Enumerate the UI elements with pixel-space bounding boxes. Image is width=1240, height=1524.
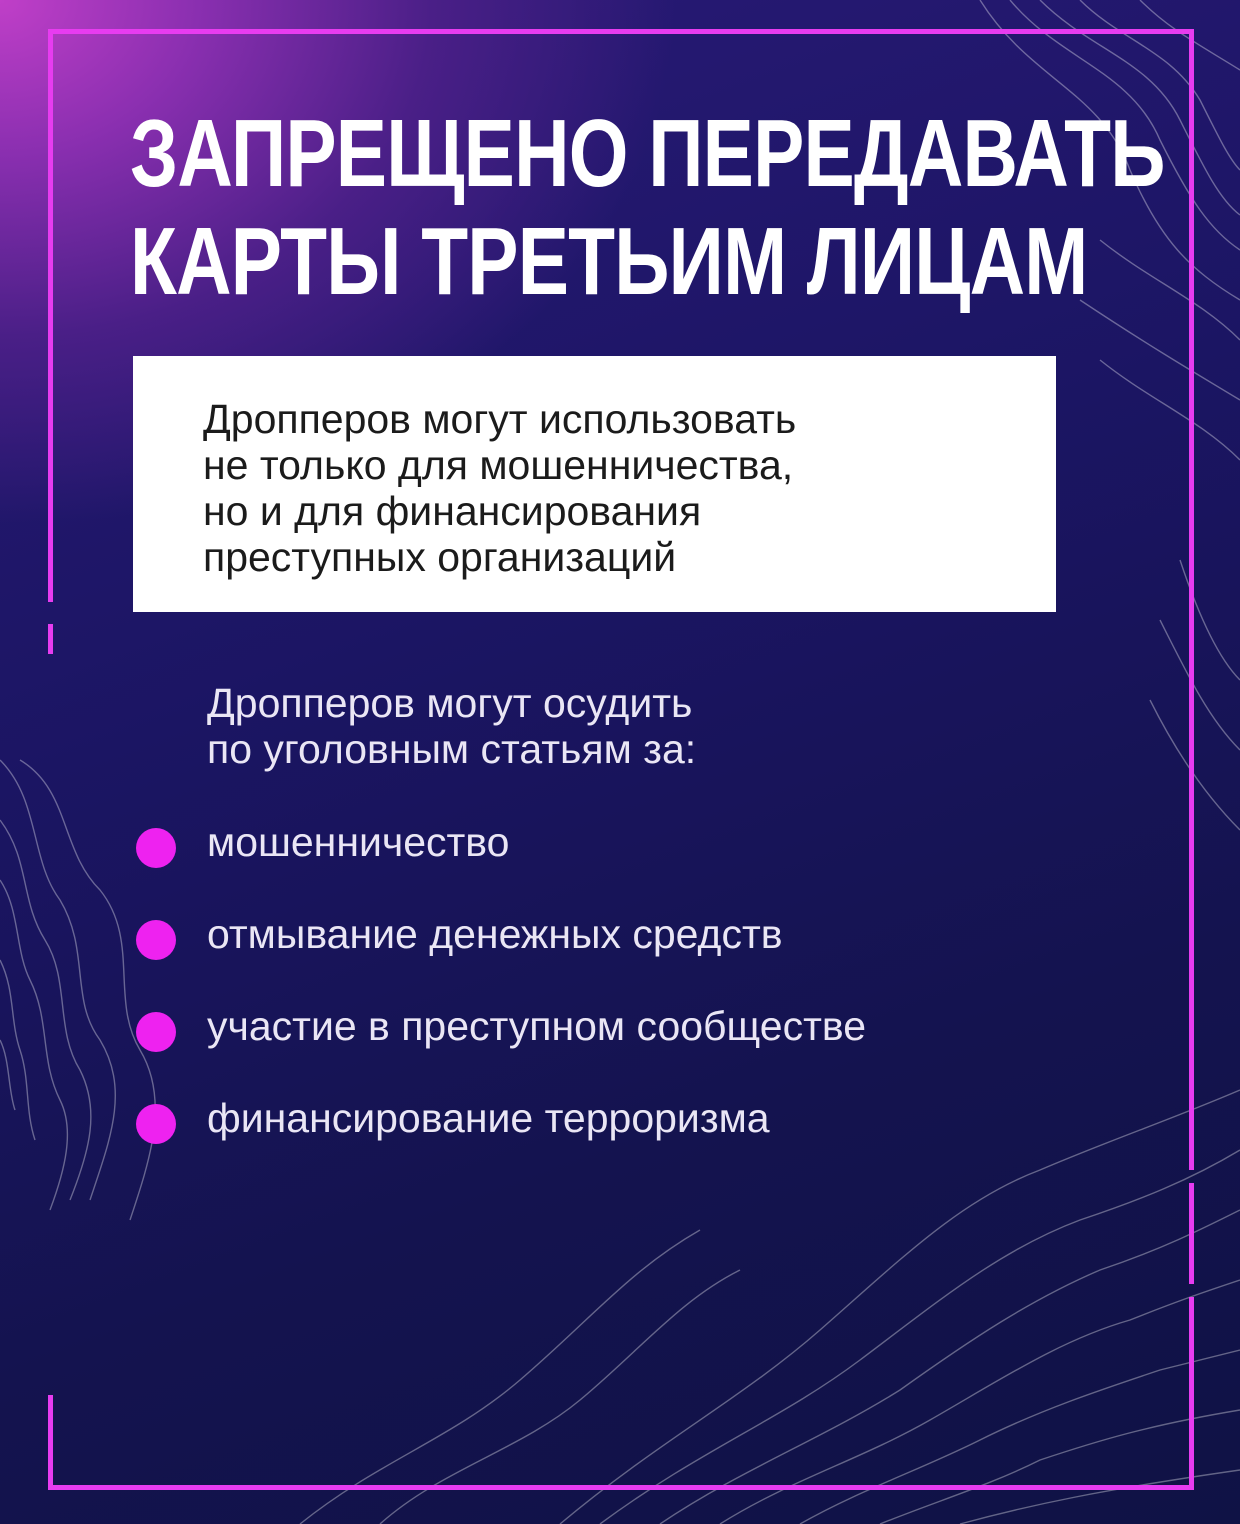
info-card-line: не только для мошенничества, bbox=[203, 442, 794, 488]
frame-right-bottom bbox=[1189, 1297, 1194, 1490]
lead-text bbox=[207, 680, 1067, 772]
info-card-text bbox=[203, 396, 1023, 580]
list-item bbox=[136, 1092, 1096, 1184]
page-title bbox=[130, 100, 1165, 316]
info-card bbox=[133, 356, 1056, 612]
list-item-label: мошенничество bbox=[207, 819, 510, 865]
frame-left-upper bbox=[48, 29, 53, 602]
list-item-label: финансирование терроризма bbox=[207, 1095, 770, 1141]
list-item bbox=[136, 908, 1096, 1000]
list-item bbox=[136, 816, 1096, 908]
title-line-1: ЗАПРЕЩЕНО ПЕРЕДАВАТЬ bbox=[130, 100, 1165, 207]
bullet-dot-icon bbox=[136, 828, 176, 868]
bullet-dot-icon bbox=[136, 1012, 176, 1052]
frame-right-upper bbox=[1189, 29, 1194, 1170]
lead-line: по уголовным статьям за: bbox=[207, 726, 697, 772]
frame-right-lower bbox=[1189, 1183, 1194, 1284]
lead-line: Дропперов могут осудить bbox=[207, 680, 693, 726]
info-card-line: преступных организаций bbox=[203, 534, 677, 580]
bullet-list bbox=[136, 816, 1096, 1184]
frame-top bbox=[48, 29, 1194, 34]
info-card-line: но и для финансирования bbox=[203, 488, 702, 534]
list-item-label: отмывание денежных средств bbox=[207, 911, 783, 957]
list-item bbox=[136, 1000, 1096, 1092]
frame-bottom bbox=[48, 1485, 1194, 1490]
bullet-dot-icon bbox=[136, 1104, 176, 1144]
list-item-label: участие в преступном сообществе bbox=[207, 1003, 867, 1049]
info-card-line: Дропперов могут использовать bbox=[203, 396, 797, 442]
frame-left-lower bbox=[48, 624, 53, 654]
frame-left-bottom bbox=[48, 1395, 53, 1490]
bullet-dot-icon bbox=[136, 920, 176, 960]
title-line-2: КАРТЫ ТРЕТЬИМ ЛИЦАМ bbox=[130, 208, 1088, 315]
